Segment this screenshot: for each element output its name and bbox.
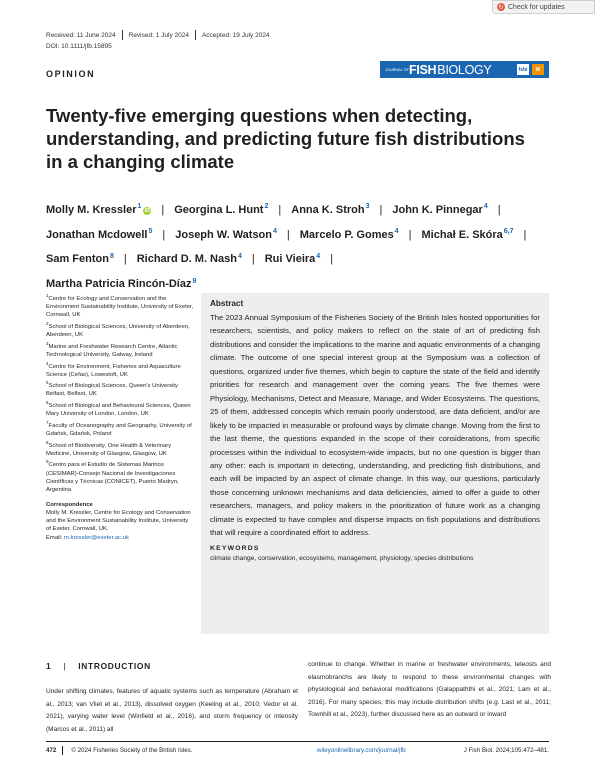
author-name: Sam Fenton xyxy=(46,253,109,266)
affiliation-superscript: 6,7 xyxy=(503,227,514,235)
author-separator: | xyxy=(123,253,127,266)
divider xyxy=(62,746,63,755)
affiliation-list xyxy=(46,292,194,494)
doi[interactable]: DOI: 10.1111/jfb.15895 xyxy=(46,43,112,50)
author[interactable] xyxy=(46,253,114,265)
author-name: Richard D. M. Nash xyxy=(136,253,237,266)
author-name: Jonathan Mcdowell xyxy=(46,228,148,241)
journal-logo-fish: FISH xyxy=(409,62,437,77)
journal-logo[interactable] xyxy=(380,61,549,78)
author[interactable] xyxy=(421,229,513,241)
author-separator: | xyxy=(251,253,255,266)
journal-logo-biology: BIOLOGY xyxy=(437,62,492,77)
affiliation-number: 1 xyxy=(46,293,49,298)
publisher-logo-icon: W xyxy=(532,64,544,75)
affiliation-text: School of Biological Sciences, University of Aberdeen, Aberdeen, UK xyxy=(46,323,190,339)
divider: | xyxy=(63,661,67,671)
affiliation-text: Centre for Environment, Fisheries and Aquaculture Science (Cefas), Lowestoft, UK xyxy=(46,363,181,378)
correspondence-heading: Correspondence xyxy=(46,502,93,508)
email-link[interactable]: m.kressler@exeter.ac.uk xyxy=(64,534,129,541)
body-text-right-column: continue to change. Whether in marine or freshwater environments, teleosts and elasmobranchs are likely to respond to these environmental changes with physiological and behavioral modifications (Galappaththi et al., 2021; Lam et al., 2016). For many species, this may include distribution shifts (e.g. Last et al., 2011; Townhill et al., 2023), further discussed here as an outward or inward xyxy=(308,661,551,719)
check-for-updates-button[interactable] xyxy=(492,0,595,14)
author-name: Molly M. Kressler xyxy=(46,203,137,216)
affiliation xyxy=(46,340,194,359)
author[interactable] xyxy=(300,229,399,241)
keywords-heading: KEYWORDS xyxy=(210,544,260,552)
affiliation-number: 2 xyxy=(46,320,49,326)
copyright: © 2024 Fisheries Society of the British Isles. xyxy=(71,747,193,754)
abstract-heading: Abstract xyxy=(210,299,244,308)
affiliation-number: 9 xyxy=(46,459,49,465)
affiliation xyxy=(46,379,194,398)
affiliation-superscript: 4 xyxy=(273,227,277,235)
author-separator: | xyxy=(497,203,501,216)
affiliation-number: 7 xyxy=(46,419,49,425)
affiliation-text: School of Biological and Behavioural Sciences, Queen Mary University of London, London, UK xyxy=(46,403,191,418)
author-name: Michał E. Skóra xyxy=(421,228,503,241)
article-dates xyxy=(46,30,270,40)
keywords-list: climate change, conservation, ecosystems, management, physiology, species distributions xyxy=(210,554,474,562)
author-separator: | xyxy=(379,203,383,216)
author-name: Marcelo P. Gomes xyxy=(299,228,394,241)
affiliation-number: 5 xyxy=(46,380,49,386)
refresh-icon: ↻ xyxy=(498,4,504,11)
section-number: 1 xyxy=(46,661,52,671)
society-logo-icon: fsbi xyxy=(517,64,529,75)
accepted-date: Accepted: 19 July 2024 xyxy=(201,31,270,39)
author[interactable] xyxy=(46,278,196,290)
author[interactable] xyxy=(392,204,487,216)
divider xyxy=(122,30,123,40)
footer-rule xyxy=(46,741,549,742)
author[interactable] xyxy=(137,253,242,265)
author[interactable] xyxy=(175,229,277,241)
correspondence-text: Molly M. Kressler, Centre for Ecology and Conservation and the Environment Sustainability Institute, University of Exeter, Cornwall, UK. xyxy=(46,510,191,533)
revised-date: Revised: 1 July 2024 xyxy=(128,31,189,39)
affiliation xyxy=(46,458,194,494)
journal-logo-small-text: JOURNAL OF xyxy=(385,67,409,72)
article-title: Twenty-five emerging questions when detecting, understanding, and predicting future fish distributions in a changing climate xyxy=(46,105,525,172)
author-name: Georgina L. Hunt xyxy=(174,203,264,216)
author[interactable] xyxy=(174,204,268,216)
affiliation xyxy=(46,419,194,438)
correspondence-email-line xyxy=(46,534,194,542)
affiliation xyxy=(46,439,194,458)
author-separator: | xyxy=(286,228,290,241)
author-separator: | xyxy=(278,203,282,216)
author-separator: | xyxy=(408,228,412,241)
affiliation xyxy=(46,320,194,339)
page-number: 472 xyxy=(46,747,57,754)
orcid-icon[interactable]: iD xyxy=(144,207,151,214)
page-footer xyxy=(46,746,549,755)
affiliation xyxy=(46,292,194,319)
affiliation-superscript: 8 xyxy=(109,252,114,260)
affiliations-column xyxy=(46,292,194,542)
article-type: OPINION xyxy=(46,69,96,79)
author-separator: | xyxy=(330,253,334,266)
author-name: Martha Patricia Rincón-Díaz xyxy=(46,278,192,291)
affiliation-superscript: 1 xyxy=(137,203,142,210)
affiliation xyxy=(46,360,194,379)
citation: J Fish Biol. 2024;105:472–481. xyxy=(463,747,549,754)
affiliation-superscript: 4 xyxy=(483,203,488,210)
author[interactable] xyxy=(46,229,152,241)
affiliation-number: 6 xyxy=(46,400,49,406)
check-for-updates-label: Check for updates xyxy=(508,3,565,11)
author-name: Anna K. Stroh xyxy=(291,203,365,216)
divider xyxy=(195,30,196,40)
author-separator: | xyxy=(162,228,166,241)
journal-url-link[interactable]: wileyonlinelibrary.com/journal/jfb xyxy=(317,747,406,754)
section-heading xyxy=(46,661,151,671)
author[interactable] xyxy=(46,204,151,216)
affiliation-text: Marine and Freshwater Research Centre, Atlantic Technological University, Galway, Ireland xyxy=(46,343,178,358)
author-separator: | xyxy=(161,203,165,216)
affiliation-superscript: 3 xyxy=(365,203,370,210)
affiliation-text: Faculty of Oceanography and Geography, University of Gdańsk, Gdańsk, Poland xyxy=(46,422,192,437)
section-title: INTRODUCTION xyxy=(78,661,151,671)
affiliation-text: School of Biological Sciences, Queen's University Belfast, Belfast, UK xyxy=(46,383,178,398)
affiliation-superscript: 9 xyxy=(192,277,197,285)
affiliation-number: 8 xyxy=(46,439,49,445)
affiliation-superscript: 5 xyxy=(148,227,153,235)
abstract-text: The 2023 Annual Symposium of the Fisheries Society of the British Isles hosted opportunities for researchers, scientists, and policy makers to reflect on the state of art of predicting fish distributions and consider the implications to the marine and aquatic environments of a changing climate. The outcome of one special interest group at the Symposium was a collection of questions, organized under five themes, which begin to capture the state of the field and identify priorities for research and management over the coming years. The five themes were Physiology, Mechanisms, Detect and Measure, Manage, and Wider Ecosystems. The questions, 25 of them, addressed concepts which remain poorly understood, are data deficient, and/or are likely to be impacted in measurable or profound ways by climate change. Moving from the first to the last theme, the questions expanded in the scope of their considerations, from specific processes within the individual to ecosystem-wide impacts, but no one question is bigger than any other: each is important in detecting, understanding, and predicting fish distributions, and each will be impacted by an aspect of climate change. In this way, our questions, particularly those concerning unknown mechanisms and data deficiencies, aimed to offer a guide to other researchers, managers, and policy makers in the prioritization of future work as a changing climate is expected to have complex and disperse impacts on fish populations and distributions that will require a coordinated effort to address. xyxy=(210,313,540,538)
affiliation-superscript: 4 xyxy=(237,252,242,260)
affiliation-superscript: 2 xyxy=(264,203,269,210)
affiliation-number: 3 xyxy=(46,340,49,346)
author-name: Joseph W. Watson xyxy=(175,228,272,241)
affiliation-number: 4 xyxy=(46,360,49,366)
affiliation-text: School of Biodiversity, One Health & Veterinary Medicine, University of Glasgow, Glasgow, UK xyxy=(46,442,172,457)
affiliation-text: Centre for Ecology and Conservation and the Environment Sustainability Institute, University of Exeter, Cornwall, UK xyxy=(46,295,194,319)
affiliation-superscript: 4 xyxy=(394,227,399,235)
body-text-left-column: Under shifting climates, features of aquatic systems such as temperature (Abraham et al., 2013; van Vliet et al., 2013), dissolved oxygen (Keeling et al., 2010; Vedor et al. 2021), varying water level (Winfield et al., 2016), and storm frequency or intensity (Marcos et al., 2011) all xyxy=(46,688,298,733)
affiliation xyxy=(46,399,194,418)
affiliation-superscript: 4 xyxy=(316,252,321,260)
affiliation-text: Centro para el Estudio de Sistemas Marinos (CESIMAR)-Consejo Nacional de Investigaciones Científicas y Técnicas (CONICET), Puerto Madryn, Argentina xyxy=(46,462,179,493)
author-name: Rui Vieira xyxy=(264,253,316,266)
author-name: John K. Pinnegar xyxy=(392,203,483,216)
author-separator: | xyxy=(523,228,527,241)
author-list xyxy=(46,196,556,295)
email-label: Email: xyxy=(46,534,63,541)
author[interactable] xyxy=(291,204,369,216)
received-date: Received: 11 June 2024 xyxy=(46,31,116,39)
author[interactable] xyxy=(265,253,320,265)
abstract-box xyxy=(201,293,549,634)
